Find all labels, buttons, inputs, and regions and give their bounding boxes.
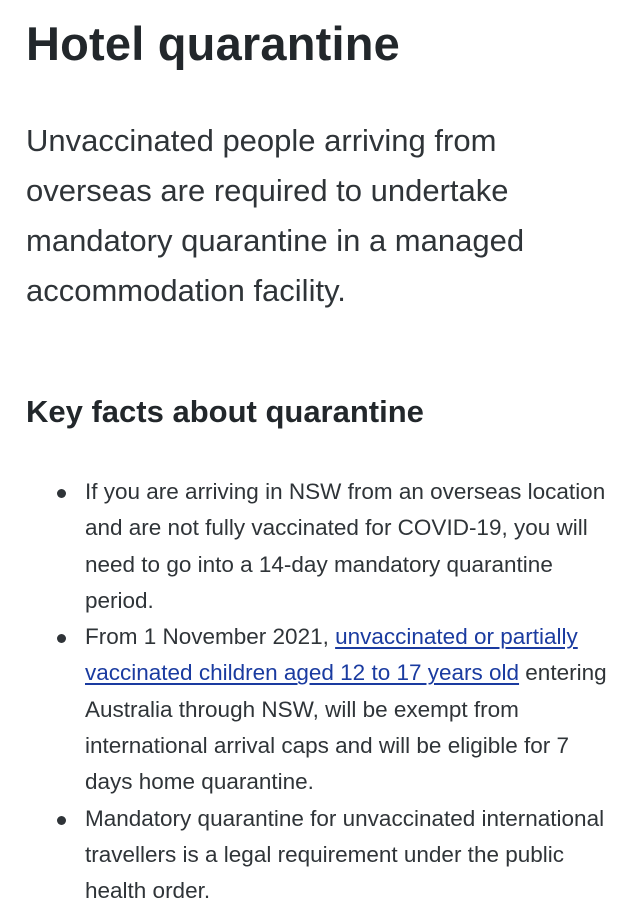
bullet-icon	[57, 816, 66, 825]
list-item	[0, 619, 625, 800]
fact-suffix: entering Australia through NSW, will be exempt from international arrival caps and will be eligible for 7 days home quarantine.	[85, 660, 607, 795]
bullet-icon	[57, 634, 66, 643]
fact-text: Mandatory quarantine for unvaccinated international travellers is a legal requirement under the public health order.	[85, 805, 605, 904]
key-facts-heading: Key facts about quarantine	[26, 394, 424, 429]
intro-paragraph: Unvaccinated people arriving from overseas are required to undertake mandatory quarantine in a managed accommodation facility.	[26, 123, 525, 308]
children-exemption-link[interactable]: unvaccinated or partially vaccinated children aged 12 to 17 years old	[85, 624, 578, 686]
key-facts-list	[0, 474, 625, 910]
fact-prefix: From 1 November 2021,	[85, 624, 336, 650]
page-title: Hotel quarantine	[26, 17, 401, 70]
list-item	[0, 474, 625, 619]
bullet-icon	[57, 489, 66, 498]
list-item	[0, 801, 625, 910]
fact-text: If you are arriving in NSW from an overseas location and are not fully vaccinated for COVID-19, you will need to go into a 14-day mandatory quarantine period.	[85, 479, 606, 613]
